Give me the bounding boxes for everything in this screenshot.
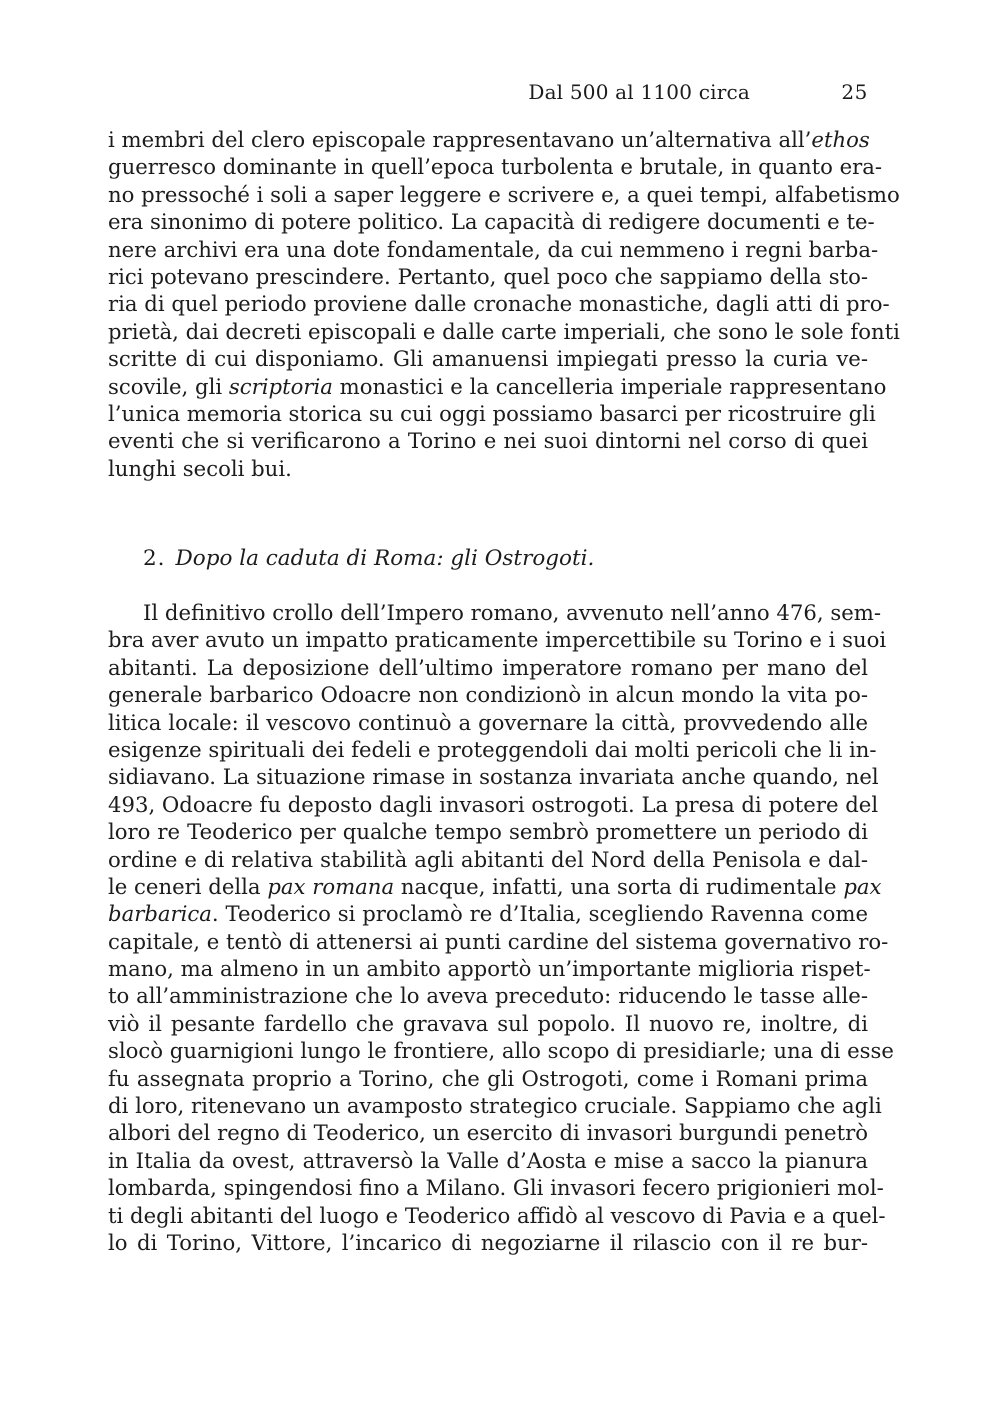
text-line [108, 1037, 894, 1064]
text-line [108, 126, 868, 153]
paragraph-2 [108, 599, 894, 1256]
text-line [108, 1202, 886, 1229]
text-line [108, 290, 890, 317]
text-line [108, 263, 868, 290]
text-line [108, 599, 881, 626]
text-line [108, 1174, 884, 1201]
line-text: Il definitivo crollo dell’Impero romano, avvenuto nell’anno 476, sem- [143, 600, 881, 625]
line-text: i membri del clero episcopale rappresentavano un’alternativa all’ [108, 127, 812, 152]
text-line [108, 928, 889, 955]
line-text: esigenze spirituali dei fedeli e proteggendoli dai molti pericoli che li in- [108, 736, 877, 762]
text-line [108, 400, 876, 427]
running-title: Dal 500 al 1100 circa [528, 80, 750, 104]
text-line [108, 455, 868, 482]
line-text: capitale, e tentò di attenersi ai punti cardine del sistema governativo ro- [108, 928, 889, 954]
line-text: ria di quel periodo proviene dalle cronache monastiche, dagli atti di pro- [108, 291, 890, 317]
line-text: lombarda, spingendosi fino a Milano. Gli invasori fecero prigionieri mol- [108, 1175, 884, 1201]
text-line [108, 236, 879, 263]
line-text: nere archivi era una dote fondamentale, da cui nemmeno i regni barba- [108, 236, 879, 262]
paragraph-1 [108, 126, 900, 482]
text-line [108, 345, 868, 372]
italic-term: pax [843, 873, 882, 899]
line-text: fu assegnata proprio a Torino, che gli Ostrogoti, come i Romani prima [108, 1065, 868, 1091]
line-text: eventi che si verificarono a Torino e nei suoi dintorni nel corso di quei [108, 428, 868, 454]
text-line [108, 153, 883, 180]
line-text: slocò guarnigioni lungo le frontiere, allo scopo di presidiarle; una di esse [108, 1038, 894, 1064]
line-text: litica locale: il vescovo continuò a governare la città, provvedendo alle [108, 709, 868, 735]
text-line [108, 427, 868, 454]
page-number: 25 [841, 80, 868, 104]
text-line [108, 873, 882, 900]
line-text: scritte di cui disponiamo. Gli amanuensi impiegati presso la curia ve- [108, 346, 868, 372]
text-line [108, 1147, 868, 1174]
text-line [108, 982, 868, 1009]
line-text: l’unica memoria storica su cui oggi possiamo basarci per ricostruire gli [108, 400, 876, 426]
text-line [108, 846, 868, 873]
line-text: monastici e la cancelleria imperiale rappresentano [332, 373, 887, 399]
italic-term: scriptoria [228, 373, 333, 399]
text-line [108, 1119, 868, 1146]
line-text: lo di Torino, Vittore, l’incarico di negoziarne il rilascio con il re bur- [108, 1229, 868, 1255]
text-line [108, 373, 887, 400]
text-line [108, 1092, 882, 1119]
section-number: 2. [143, 546, 166, 571]
line-text: generale barbarico Odoacre non condizionò in alcun mondo la vita po- [108, 682, 868, 708]
section-title: Dopo la caduta di Roma: gli Ostrogoti. [175, 546, 595, 571]
line-text: rici potevano prescindere. Pertanto, quel poco che sappiamo della sto- [108, 263, 868, 289]
text-line [108, 318, 900, 345]
text-line [108, 681, 868, 708]
text-line [108, 1065, 868, 1092]
line-text: nacque, infatti, una sorta di rudimentale [394, 873, 844, 899]
line-text: di loro, ritenevano un avamposto strategico cruciale. Sappiamo che agli [108, 1093, 882, 1119]
text-line [108, 208, 875, 235]
text-line [108, 1010, 868, 1037]
text-line [108, 791, 879, 818]
line-text: . Teoderico si proclamò re d’Italia, scegliendo Ravenna come [211, 901, 868, 927]
text-line [108, 709, 868, 736]
text-line [108, 654, 868, 681]
line-text: ti degli abitanti del luogo e Teoderico affidò al vescovo di Pavia e a quel- [108, 1202, 886, 1228]
text-line [108, 818, 868, 845]
text-line [108, 763, 879, 790]
line-text: 493, Odoacre fu deposto dagli invasori ostrogoti. La presa di potere del [108, 791, 879, 817]
line-text: guerresco dominante in quell’epoca turbolenta e brutale, in quanto era- [108, 154, 883, 180]
line-text: ordine e di relativa stabilità agli abitanti del Nord della Penisola e dal- [108, 846, 868, 872]
line-text: le ceneri della [108, 873, 268, 899]
line-text: no pressoché i soli a saper leggere e scrivere e, a quei tempi, alfabetismo [108, 181, 900, 207]
line-text: scovile, gli [108, 373, 229, 399]
running-header [108, 80, 868, 110]
text-line [108, 181, 900, 208]
section-heading [143, 545, 594, 572]
italic-term: barbarica [108, 901, 212, 927]
italic-term: pax romana [267, 873, 395, 899]
line-text: in Italia da ovest, attraversò la Valle d’Aosta e mise a sacco la pianura [108, 1147, 868, 1173]
line-text: loro re Teoderico per qualche tempo sembrò promettere un periodo di [108, 819, 868, 845]
line-text: mano, ma almeno in un ambito apportò un’importante miglioria rispet- [108, 956, 871, 982]
line-text: abitanti. La deposizione dell’ultimo imperatore romano per mano del [108, 654, 868, 680]
line-text: to all’amministrazione che lo aveva preceduto: riducendo le tasse alle- [108, 983, 868, 1009]
line-text: sidiavano. La situazione rimase in sostanza invariata anche quando, nel [108, 764, 879, 790]
line-text: viò il pesante fardello che gravava sul popolo. Il nuovo re, inoltre, di [108, 1010, 868, 1036]
text-line [108, 626, 887, 653]
line-text: lunghi secoli bui. [108, 455, 292, 481]
text-line [108, 900, 868, 927]
text-line [108, 1229, 868, 1256]
line-text: bra aver avuto un impatto praticamente impercettibile su Torino e i suoi [108, 627, 887, 653]
italic-term: ethos [811, 127, 870, 152]
text-line [108, 955, 871, 982]
line-text: albori del regno di Teoderico, un esercito di invasori burgundi penetrò [108, 1120, 868, 1146]
line-text: prietà, dai decreti episcopali e dalle carte imperiali, che sono le sole fonti [108, 318, 900, 344]
line-text: era sinonimo di potere politico. La capacità di redigere documenti e te- [108, 209, 875, 235]
text-line [108, 736, 877, 763]
